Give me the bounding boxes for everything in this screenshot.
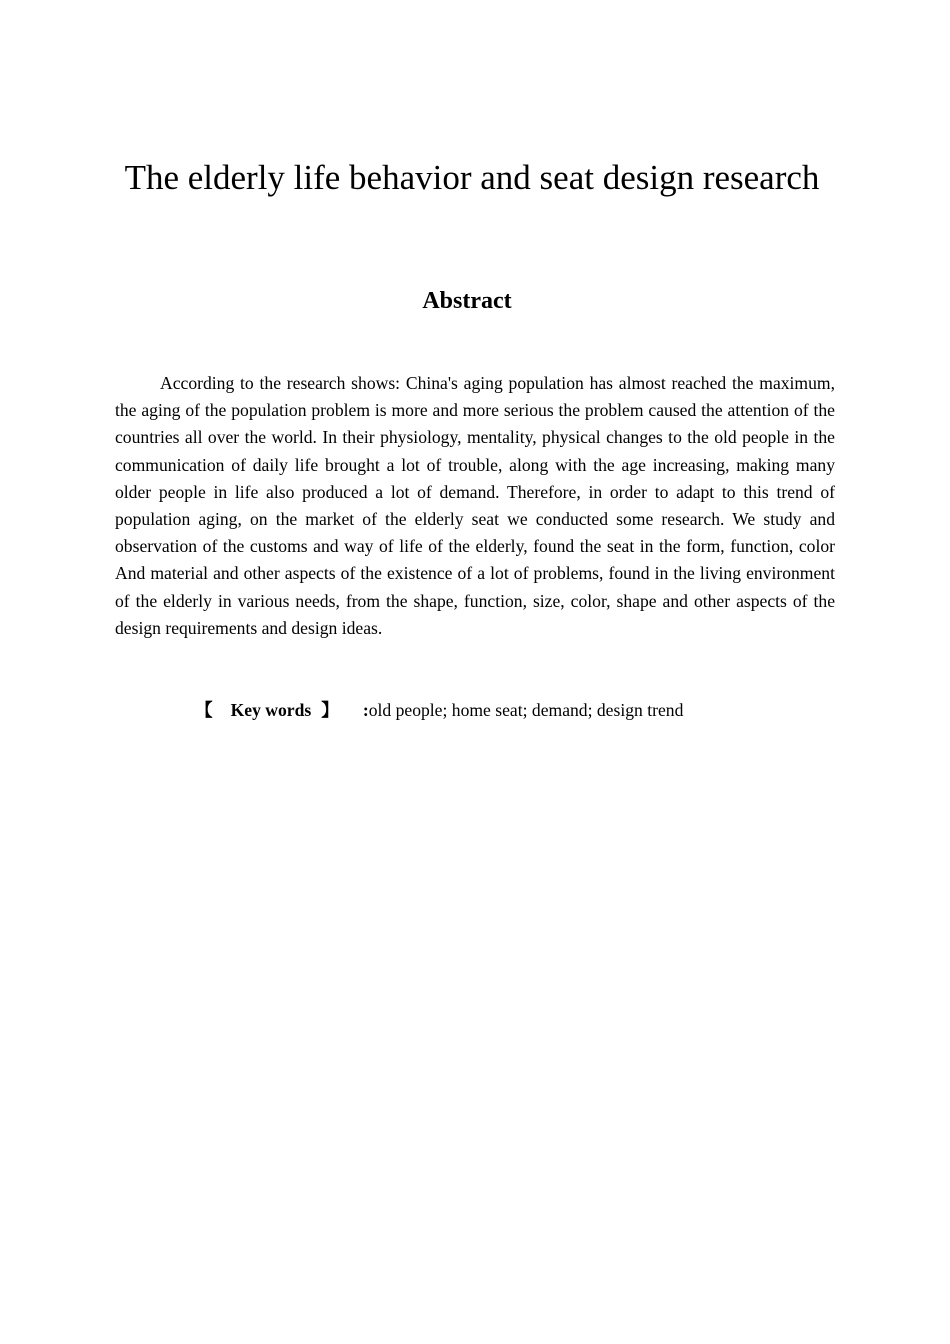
- paper-title: The elderly life behavior and seat design research: [124, 158, 820, 197]
- keywords-open-bracket: 【: [195, 700, 213, 720]
- keywords-close-bracket: 】: [321, 700, 339, 720]
- keywords-text: old people; home seat; demand; design trend: [368, 700, 684, 720]
- keywords-label: Key words: [230, 700, 312, 720]
- abstract-heading: Abstract: [422, 288, 512, 314]
- abstract-body: According to the research shows: China's aging population has almost reached the maximum, the aging of the population problem is more and more serious the problem caused the attention of the countries all over the world. In their physiology, mentality, physical changes to the old people in the communication of daily life brought a lot of trouble, along with the age increasing, making many older people in life also produced a lot of demand. Therefore, in order to adapt to this trend of population aging, on the market of the elderly seat we conducted some research. We study and observation of the customs and way of life of the elderly, found the seat in the form, function, color And material and other aspects of the existence of a lot of problems, found in the living environment of the elderly in various needs, from the shape, function, size, color, shape and other aspects of the design requirements and design ideas.: [115, 373, 835, 638]
- keywords-colon: :: [362, 700, 369, 720]
- keywords-line: [195, 697, 683, 724]
